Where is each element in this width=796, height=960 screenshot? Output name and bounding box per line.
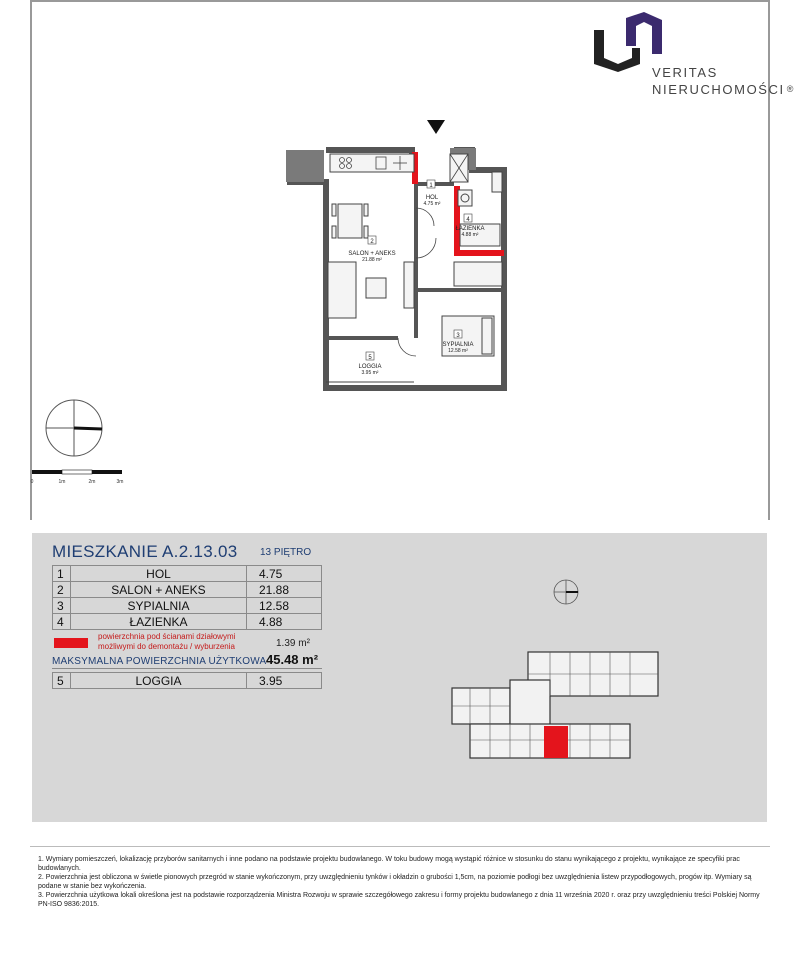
room-2-num: 2 bbox=[370, 239, 374, 245]
scale-tick-1: 1m bbox=[58, 479, 66, 485]
room-4-area: 4.88 m² bbox=[461, 232, 479, 238]
room-1-num: 1 bbox=[429, 183, 433, 189]
room-name: ŁAZIENKA bbox=[71, 614, 247, 630]
room-2-area: 21.88 m² bbox=[362, 257, 382, 263]
room-name: SYPIALNIA bbox=[71, 598, 247, 614]
scale-tick-0: 0 bbox=[30, 479, 34, 485]
table-row bbox=[53, 582, 322, 598]
divider bbox=[52, 668, 322, 669]
room-area: 4.88 bbox=[247, 614, 322, 630]
loggia-table bbox=[52, 672, 322, 689]
brand-line2: NIERUCHOMOŚCI bbox=[652, 82, 785, 97]
room-3-area: 12.58 m² bbox=[448, 348, 468, 354]
room-area: 12.58 bbox=[247, 598, 322, 614]
footnote-3: 3. Powierzchnia użytkowa lokali określona jest na podstawie rozporządzenia Ministra Rozwoju w sprawie szczegółowego zakresu i formy projektu budowlanego z dnia 11 września 2020 r. oraz przy uwzględnieniu treści Polskiej Normy PN-ISO 9836:2015. bbox=[38, 892, 760, 908]
room-4-num: 4 bbox=[466, 217, 470, 223]
room-num: 4 bbox=[53, 614, 71, 630]
notes-divider bbox=[30, 846, 770, 847]
legend-area: 1.39 m² bbox=[276, 638, 310, 649]
legend-text bbox=[98, 632, 235, 652]
legend-swatch bbox=[54, 638, 88, 648]
page-frame-top bbox=[30, 0, 770, 2]
footnote-1: 1. Wymiary pomieszczeń, lokalizację przyborów sanitarnych i inne podano na podstawie projektu budowlanego. W toku budowy mogą wystąpić różnice w stosunku do stanu wynikającego z projektu, wynikające ze specyfiki prac budowlanych. bbox=[38, 856, 740, 872]
table-row bbox=[53, 598, 322, 614]
loggia-num: 5 bbox=[53, 673, 71, 689]
compass-icon bbox=[44, 398, 104, 458]
footnote-2: 2. Powierzchnia jest obliczona w świetle pionowych przegród w stanie wykończonym, przy uwzględnieniu tynków i okładzin o grubości 1,5cm, na poziomie podłogi bez uwzględnienia listew przypodłogowych, progów itp. Wymiary są podane w stanie bez wykończenia. bbox=[38, 874, 752, 890]
room-5-name: LOGGIA bbox=[358, 364, 382, 370]
room-area: 21.88 bbox=[247, 582, 322, 598]
loggia-name: LOGGIA bbox=[71, 673, 247, 689]
scale-tick-3: 3m bbox=[116, 479, 124, 485]
room-table bbox=[52, 565, 322, 630]
room-1-area: 4.75 m² bbox=[423, 201, 441, 207]
apartment-highlight bbox=[544, 726, 568, 758]
floor-plan bbox=[282, 112, 518, 394]
page-frame-left bbox=[30, 0, 32, 520]
legend-line2: możliwymi do demontażu / wyburzenia bbox=[98, 642, 235, 651]
brand-name bbox=[652, 64, 795, 98]
brand-line1: VERITAS bbox=[652, 65, 718, 80]
room-name: SALON + ANEKS bbox=[71, 582, 247, 598]
room-num: 2 bbox=[53, 582, 71, 598]
building-key-plan bbox=[450, 650, 662, 760]
entrance-arrow-icon bbox=[427, 120, 445, 134]
room-name: HOL bbox=[71, 566, 247, 582]
room-5-area: 3.95 m² bbox=[361, 370, 379, 376]
room-area: 4.75 bbox=[247, 566, 322, 582]
floor-label: 13 PIĘTRO bbox=[260, 547, 312, 558]
scale-bar bbox=[30, 466, 126, 488]
table-row bbox=[53, 673, 322, 689]
apartment-title: MIESZKANIE A.2.13.03 bbox=[52, 542, 238, 561]
loggia-area: 3.95 bbox=[247, 673, 322, 689]
small-compass-icon bbox=[553, 579, 579, 605]
room-2-name: SALON + ANEKS bbox=[348, 251, 396, 257]
room-3-name: SYPIALNIA bbox=[442, 342, 474, 348]
registered-mark: ® bbox=[786, 84, 795, 94]
room-num: 3 bbox=[53, 598, 71, 614]
legend-line1: powierzchnia pod ścianami działowymi bbox=[98, 632, 236, 641]
table-row bbox=[53, 566, 322, 582]
room-5-num: 5 bbox=[368, 355, 372, 361]
max-area-label: MAKSYMALNA POWIERZCHNIA UŻYTKOWA bbox=[52, 656, 267, 667]
room-num: 1 bbox=[53, 566, 71, 582]
room-1-name: HOL bbox=[425, 195, 439, 201]
footnotes bbox=[38, 855, 768, 909]
room-4-name: ŁAZIENKA bbox=[455, 226, 485, 232]
table-row bbox=[53, 614, 322, 630]
scale-tick-2: 2m bbox=[88, 479, 96, 485]
room-3-num: 3 bbox=[456, 333, 460, 339]
max-area-value: 45.48 m² bbox=[266, 652, 319, 667]
veritas-logo-icon bbox=[592, 12, 664, 72]
